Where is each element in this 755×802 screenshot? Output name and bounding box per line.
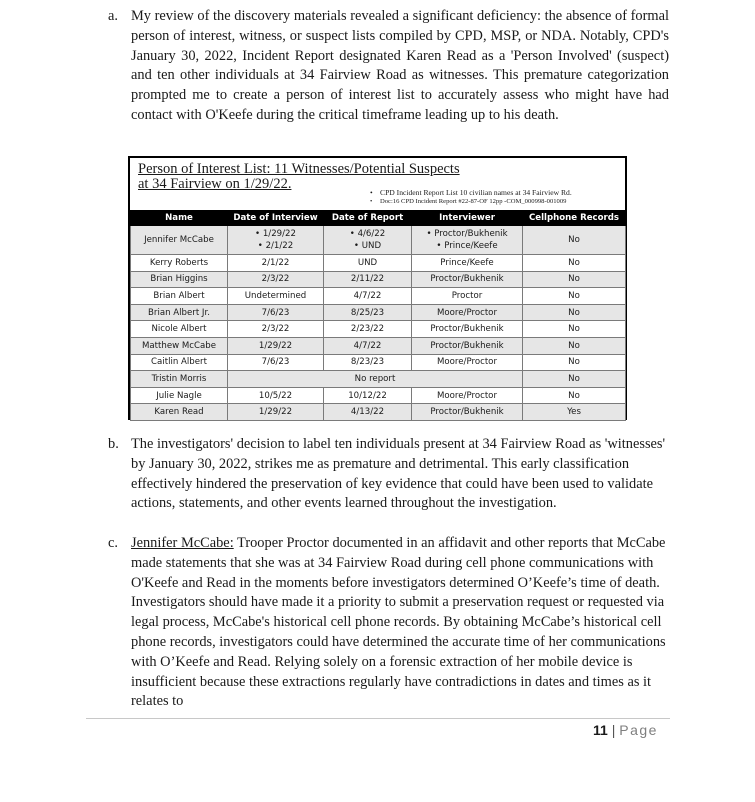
paragraph-b-text: The investigators' decision to label ten individuals present at 34 Fairview Road as 'witnesses' by January 30, 2022, strikes me as premature and detrimental. This early classification effectively hindered the preservation of key evidence that could have been used to validate actions, statements, and other events learned throughout the investigation.: [131, 436, 666, 512]
footer-separator: |: [611, 722, 616, 738]
table-row: [131, 404, 626, 421]
list-marker-a: a.: [108, 8, 118, 24]
cell-date-of-report: • 4/6/22 • UND: [324, 226, 412, 255]
cell-interviewer: Moore/Proctor: [412, 387, 523, 404]
column-header-interviewer: Interviewer: [412, 211, 523, 226]
cell-interviewer: Proctor/Bukhenik: [412, 337, 523, 354]
cell-date-of-interview: 7/6/23: [228, 354, 324, 371]
paragraph-a-text: My review of the discovery materials revealed a significant deficiency: the absence of formal person of interest, witness, or suspect lists compiled by CPD, MSP, or NDA. Notably, CPD's January 30, 2022, Incident Report designated Karen Read as a 'Person Involved' (suspect) and ten other individuals at 34 Fairview Road as witnesses. This premature categorization prompted me to create a person of interest list to accurately assess who might have had contact with O'Keefe during the critical timeframe leading up to his death.: [131, 8, 669, 123]
cell-cellphone-records: No: [523, 321, 626, 338]
figure-note-1: CPD Incident Report List 10 civilian names at 34 Fairview Rd.: [380, 188, 572, 197]
cell-interviewer: Proctor/Bukhenik: [412, 321, 523, 338]
table-row: [131, 337, 626, 354]
cell-cellphone-records: Yes: [523, 404, 626, 421]
table-row: [131, 226, 626, 255]
cell-date-of-interview: Undetermined: [228, 288, 324, 305]
cell-cellphone-records: No: [523, 371, 626, 388]
cell-cellphone-records: No: [523, 304, 626, 321]
cell-date-of-report: 2/23/22: [324, 321, 412, 338]
figure-notes: [370, 188, 572, 206]
column-header-name: Name: [131, 211, 228, 226]
cell-date-of-interview: 1/29/22: [228, 337, 324, 354]
cell-date-of-interview: 2/3/22: [228, 271, 324, 288]
cell-date-of-report: 4/7/22: [324, 337, 412, 354]
cell-date-of-interview: 10/5/22: [228, 387, 324, 404]
cell-date-of-report: 2/11/22: [324, 271, 412, 288]
cell-cellphone-records: No: [523, 271, 626, 288]
cell-interviewer: Proctor: [412, 288, 523, 305]
cell-name: Matthew McCabe: [131, 337, 228, 354]
column-header-date-of-report: Date of Report: [324, 211, 412, 226]
cell-no-report-note: No report: [228, 371, 523, 388]
cell-date-of-report: 8/25/23: [324, 304, 412, 321]
paragraph-c-label: Jennifer McCabe:: [131, 535, 234, 551]
cell-interviewer: Proctor/Bukhenik: [412, 404, 523, 421]
table-row: [131, 304, 626, 321]
cell-name: Kerry Roberts: [131, 255, 228, 272]
paragraph-b: [108, 435, 669, 514]
cell-cellphone-records: No: [523, 354, 626, 371]
page-number: 11: [593, 722, 608, 738]
column-header-cellphone-records: Cellphone Records: [523, 211, 626, 226]
figure-title-line-1: Person of Interest List: 11 Witnesses/Potential Suspects: [138, 161, 460, 177]
paragraph-c-text: Trooper Proctor documented in an affidavit and other reports that McCabe made statements that she was at 34 Fairview Road during cell phone communications with O'Keefe and Read in the moments before investigators determined O’Keefe’s time of death. Investigators should have made it a priority to submit a preservation request or requested via legal process, McCabe's historical cell phone records. By obtaining McCabe’s historical cell phone records, investigators could have determined the accurate time of her communications with O’Keefe and Read. Relying solely on a forensic extraction of her mobile device is insufficient because these extractions regularly have contradictions in dates and times as it relates to: [131, 535, 666, 710]
footer-divider: [86, 718, 670, 719]
cell-interviewer: • Proctor/Bukhenik • Prince/Keefe: [412, 226, 523, 255]
table-row: [131, 255, 626, 272]
cell-cellphone-records: No: [523, 288, 626, 305]
cell-name: Julie Nagle: [131, 387, 228, 404]
cell-date-of-interview: 2/1/22: [228, 255, 324, 272]
cell-date-of-report: 8/23/23: [324, 354, 412, 371]
paragraph-c: [108, 534, 669, 712]
cell-date-of-interview: 2/3/22: [228, 321, 324, 338]
figure-title-line-2: at 34 Fairview on 1/29/22.: [138, 176, 292, 192]
cell-date-of-report: 10/12/22: [324, 387, 412, 404]
table-row: [131, 371, 626, 388]
list-marker-c: c.: [108, 535, 118, 551]
table-header-row: [131, 211, 626, 226]
cell-name: Nicole Albert: [131, 321, 228, 338]
table-row: [131, 354, 626, 371]
cell-name: Tristin Morris: [131, 371, 228, 388]
table-row: [131, 321, 626, 338]
cell-interviewer: Moore/Proctor: [412, 354, 523, 371]
table-row: [131, 271, 626, 288]
person-of-interest-table: [130, 210, 626, 421]
cell-name: Karen Read: [131, 404, 228, 421]
cell-date-of-report: UND: [324, 255, 412, 272]
cell-interviewer: Proctor/Bukhenik: [412, 271, 523, 288]
cell-date-of-interview: • 1/29/22 • 2/1/22: [228, 226, 324, 255]
list-marker-b: b.: [108, 436, 119, 452]
cell-cellphone-records: No: [523, 226, 626, 255]
page-label: Page: [619, 722, 658, 738]
table-row: [131, 288, 626, 305]
cell-cellphone-records: No: [523, 337, 626, 354]
cell-date-of-interview: 7/6/23: [228, 304, 324, 321]
cell-interviewer: Prince/Keefe: [412, 255, 523, 272]
cell-name: Brian Higgins: [131, 271, 228, 288]
cell-name: Jennifer McCabe: [131, 226, 228, 255]
cell-date-of-report: 4/7/22: [324, 288, 412, 305]
cell-date-of-interview: 1/29/22: [228, 404, 324, 421]
column-header-date-of-interview: Date of Interview: [228, 211, 324, 226]
cell-cellphone-records: No: [523, 255, 626, 272]
paragraph-a: [108, 7, 669, 126]
cell-name: Brian Albert: [131, 288, 228, 305]
cell-date-of-report: 4/13/22: [324, 404, 412, 421]
bullet-icon: •: [370, 198, 373, 205]
cell-interviewer: Moore/Proctor: [412, 304, 523, 321]
figure-note-2: Doc:16 CPD Incident Report #22-87-OF 12pp -COM_000998-001009: [380, 198, 567, 205]
cell-name: Caitlin Albert: [131, 354, 228, 371]
cell-name: Brian Albert Jr.: [131, 304, 228, 321]
cell-cellphone-records: No: [523, 387, 626, 404]
bullet-icon: •: [370, 188, 373, 197]
table-row: [131, 387, 626, 404]
person-of-interest-figure: [128, 156, 627, 420]
page-footer: [593, 722, 658, 738]
